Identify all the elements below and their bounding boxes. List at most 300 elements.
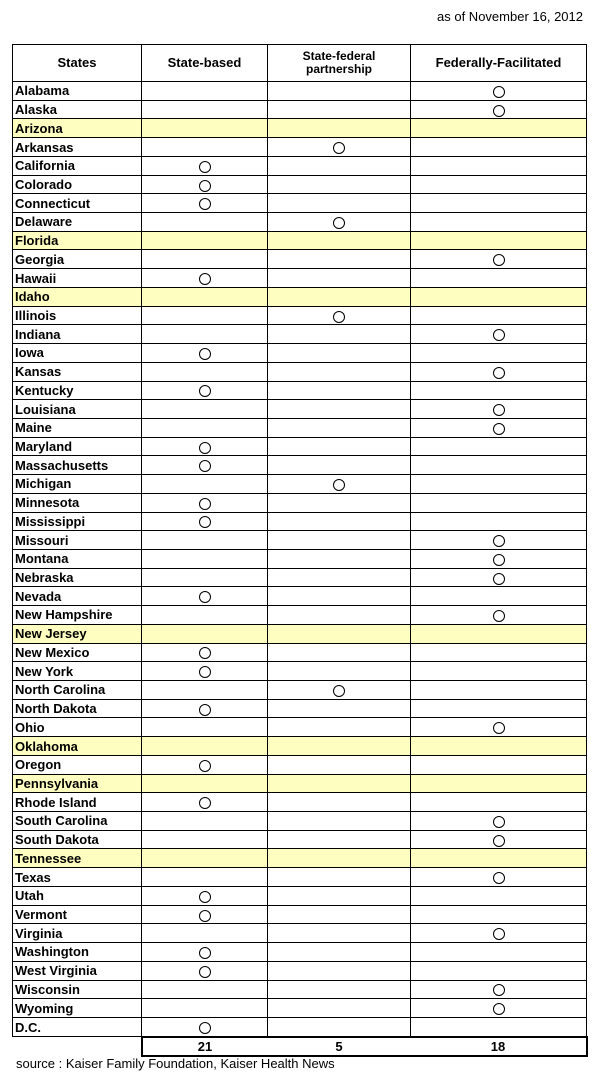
circle-mark-icon (199, 760, 211, 772)
cell-federal (411, 643, 587, 662)
circle-mark-icon (493, 254, 505, 266)
cell-partnership (268, 381, 411, 400)
state-name: Delaware (13, 213, 142, 232)
state-name: West Virginia (13, 961, 142, 980)
cell-partnership (268, 531, 411, 550)
cell-federal (411, 250, 587, 269)
cell-federal (411, 868, 587, 887)
cell-federal (411, 699, 587, 718)
cell-federal (411, 138, 587, 157)
cell-federal (411, 437, 587, 456)
cell-partnership (268, 587, 411, 606)
state-name: Rhode Island (13, 793, 142, 812)
circle-mark-icon (493, 329, 505, 341)
state-name: Michigan (13, 475, 142, 494)
table-row (13, 119, 587, 138)
state-name: New Jersey (13, 624, 142, 643)
table-row (13, 830, 587, 849)
table-row (13, 737, 587, 756)
table-row (13, 531, 587, 550)
cell-partnership (268, 699, 411, 718)
state-name: Georgia (13, 250, 142, 269)
table-row (13, 325, 587, 344)
cell-state (142, 287, 268, 306)
cell-state (142, 662, 268, 681)
header-states: States (13, 45, 142, 82)
state-name: Louisiana (13, 400, 142, 419)
circle-mark-icon (199, 666, 211, 678)
state-name: Indiana (13, 325, 142, 344)
state-name: Nevada (13, 587, 142, 606)
cell-partnership (268, 213, 411, 232)
cell-federal (411, 400, 587, 419)
cell-partnership (268, 606, 411, 625)
cell-state (142, 119, 268, 138)
cell-partnership (268, 306, 411, 325)
cell-federal (411, 587, 587, 606)
state-name: Maine (13, 418, 142, 437)
state-name: Iowa (13, 344, 142, 363)
cell-state (142, 812, 268, 831)
cell-state (142, 774, 268, 793)
cell-state (142, 175, 268, 194)
cell-partnership (268, 400, 411, 419)
cell-state (142, 643, 268, 662)
cell-state (142, 905, 268, 924)
table-row (13, 100, 587, 119)
cell-state (142, 718, 268, 737)
cell-state (142, 699, 268, 718)
cell-partnership (268, 868, 411, 887)
cell-federal (411, 344, 587, 363)
circle-mark-icon (333, 479, 345, 491)
table-body (13, 82, 587, 1037)
cell-partnership (268, 156, 411, 175)
table-row (13, 568, 587, 587)
table-row (13, 624, 587, 643)
cell-partnership (268, 980, 411, 999)
cell-partnership (268, 662, 411, 681)
cell-state (142, 943, 268, 962)
cell-federal (411, 793, 587, 812)
cell-state (142, 681, 268, 700)
state-name: Wyoming (13, 999, 142, 1018)
cell-state (142, 830, 268, 849)
total-partnership: 5 (268, 1037, 411, 1056)
state-name: Washington (13, 943, 142, 962)
cell-partnership (268, 643, 411, 662)
circle-mark-icon (199, 891, 211, 903)
cell-state (142, 924, 268, 943)
cell-federal (411, 475, 587, 494)
state-name: Hawaii (13, 269, 142, 288)
cell-state (142, 325, 268, 344)
table-row (13, 718, 587, 737)
table-row (13, 681, 587, 700)
cell-federal (411, 1017, 587, 1036)
cell-federal (411, 456, 587, 475)
cell-state (142, 886, 268, 905)
source-note: source : Kaiser Family Foundation, Kaiser Health News (16, 1056, 335, 1071)
table-row (13, 587, 587, 606)
state-name: Oklahoma (13, 737, 142, 756)
state-name: Massachusetts (13, 456, 142, 475)
cell-state (142, 344, 268, 363)
cell-partnership (268, 681, 411, 700)
cell-federal (411, 681, 587, 700)
cell-partnership (268, 512, 411, 531)
cell-federal (411, 381, 587, 400)
circle-mark-icon (199, 385, 211, 397)
cell-partnership (268, 1017, 411, 1036)
cell-federal (411, 213, 587, 232)
cell-partnership (268, 138, 411, 157)
cell-federal (411, 362, 587, 381)
cell-partnership (268, 418, 411, 437)
cell-federal (411, 493, 587, 512)
table-row (13, 456, 587, 475)
circle-mark-icon (493, 928, 505, 940)
cell-partnership (268, 961, 411, 980)
table-row (13, 344, 587, 363)
cell-partnership (268, 943, 411, 962)
circle-mark-icon (199, 647, 211, 659)
circle-mark-icon (493, 573, 505, 585)
cell-state (142, 269, 268, 288)
cell-state (142, 156, 268, 175)
circle-mark-icon (199, 498, 211, 510)
circle-mark-icon (199, 966, 211, 978)
state-name: Idaho (13, 287, 142, 306)
cell-state (142, 512, 268, 531)
cell-state (142, 306, 268, 325)
circle-mark-icon (199, 797, 211, 809)
cell-state (142, 568, 268, 587)
cell-state (142, 531, 268, 550)
cell-federal (411, 175, 587, 194)
state-name: Utah (13, 886, 142, 905)
state-name: Mississippi (13, 512, 142, 531)
circle-mark-icon (493, 984, 505, 996)
state-name: Virginia (13, 924, 142, 943)
cell-state (142, 475, 268, 494)
circle-mark-icon (493, 835, 505, 847)
cell-partnership (268, 737, 411, 756)
header-federal: Federally-Facilitated (411, 45, 587, 82)
state-name: Maryland (13, 437, 142, 456)
state-name: California (13, 156, 142, 175)
cell-state (142, 100, 268, 119)
cell-partnership (268, 999, 411, 1018)
table-row (13, 943, 587, 962)
table-row (13, 437, 587, 456)
cell-state (142, 194, 268, 213)
circle-mark-icon (199, 273, 211, 285)
cell-partnership (268, 475, 411, 494)
circle-mark-icon (493, 872, 505, 884)
circle-mark-icon (199, 947, 211, 959)
cell-state (142, 999, 268, 1018)
cell-federal (411, 568, 587, 587)
cell-partnership (268, 456, 411, 475)
table-row (13, 475, 587, 494)
state-name: Alaska (13, 100, 142, 119)
circle-mark-icon (199, 910, 211, 922)
cell-partnership (268, 194, 411, 213)
table-row (13, 1017, 587, 1036)
state-name: Minnesota (13, 493, 142, 512)
cell-partnership (268, 549, 411, 568)
cell-federal (411, 774, 587, 793)
cell-state (142, 606, 268, 625)
cell-partnership (268, 250, 411, 269)
circle-mark-icon (199, 591, 211, 603)
table-row (13, 886, 587, 905)
state-name: South Dakota (13, 830, 142, 849)
table-row (13, 512, 587, 531)
table-row (13, 362, 587, 381)
circle-mark-icon (199, 180, 211, 192)
state-name: New Hampshire (13, 606, 142, 625)
circle-mark-icon (199, 516, 211, 528)
cell-federal (411, 905, 587, 924)
circle-mark-icon (493, 1003, 505, 1015)
circle-mark-icon (493, 535, 505, 547)
table-row (13, 755, 587, 774)
cell-partnership (268, 175, 411, 194)
state-name: Arkansas (13, 138, 142, 157)
circle-mark-icon (493, 367, 505, 379)
circle-mark-icon (333, 217, 345, 229)
cell-partnership (268, 774, 411, 793)
totals-spacer (13, 1037, 142, 1056)
cell-state (142, 980, 268, 999)
cell-partnership (268, 793, 411, 812)
cell-partnership (268, 755, 411, 774)
table-row (13, 213, 587, 232)
cell-state (142, 961, 268, 980)
cell-federal (411, 943, 587, 962)
cell-state (142, 493, 268, 512)
cell-state (142, 250, 268, 269)
table-row (13, 194, 587, 213)
cell-state (142, 624, 268, 643)
state-name: Connecticut (13, 194, 142, 213)
cell-federal (411, 999, 587, 1018)
state-name: New Mexico (13, 643, 142, 662)
table-row (13, 400, 587, 419)
table-row (13, 287, 587, 306)
circle-mark-icon (493, 816, 505, 828)
cell-partnership (268, 493, 411, 512)
circle-mark-icon (199, 161, 211, 173)
cell-partnership (268, 437, 411, 456)
total-federal: 18 (411, 1037, 587, 1056)
cell-state (142, 587, 268, 606)
table-row (13, 643, 587, 662)
cell-partnership (268, 344, 411, 363)
table-row (13, 606, 587, 625)
state-name: Alabama (13, 82, 142, 101)
total-state-based: 21 (142, 1037, 268, 1056)
cell-state (142, 82, 268, 101)
state-name: Kentucky (13, 381, 142, 400)
state-name: Pennsylvania (13, 774, 142, 793)
cell-federal (411, 194, 587, 213)
cell-federal (411, 231, 587, 250)
cell-federal (411, 662, 587, 681)
cell-federal (411, 269, 587, 288)
state-name: Florida (13, 231, 142, 250)
cell-partnership (268, 325, 411, 344)
state-name: Tennessee (13, 849, 142, 868)
state-name: D.C. (13, 1017, 142, 1036)
circle-mark-icon (199, 442, 211, 454)
state-name: Arizona (13, 119, 142, 138)
cell-partnership (268, 886, 411, 905)
cell-state (142, 793, 268, 812)
cell-partnership (268, 905, 411, 924)
header-partnership: State-federal partnership (268, 45, 411, 82)
cell-state (142, 400, 268, 419)
cell-federal (411, 737, 587, 756)
circle-mark-icon (333, 142, 345, 154)
table-row (13, 812, 587, 831)
circle-mark-icon (199, 1022, 211, 1034)
table-row (13, 793, 587, 812)
state-name: New York (13, 662, 142, 681)
cell-state (142, 755, 268, 774)
as-of-date: as of November 16, 2012 (437, 9, 583, 24)
table-row (13, 961, 587, 980)
circle-mark-icon (333, 311, 345, 323)
state-name: Vermont (13, 905, 142, 924)
header-state-based: State-based (142, 45, 268, 82)
table-row (13, 231, 587, 250)
cell-state (142, 737, 268, 756)
cell-state (142, 868, 268, 887)
circle-mark-icon (493, 423, 505, 435)
state-name: Colorado (13, 175, 142, 194)
cell-federal (411, 886, 587, 905)
table-row (13, 774, 587, 793)
cell-partnership (268, 231, 411, 250)
cell-federal (411, 961, 587, 980)
cell-federal (411, 418, 587, 437)
cell-federal (411, 287, 587, 306)
circle-mark-icon (493, 105, 505, 117)
cell-partnership (268, 849, 411, 868)
state-name: South Carolina (13, 812, 142, 831)
cell-state (142, 213, 268, 232)
state-name: Wisconsin (13, 980, 142, 999)
circle-mark-icon (199, 198, 211, 210)
cell-federal (411, 512, 587, 531)
state-name: Texas (13, 868, 142, 887)
table-row (13, 418, 587, 437)
cell-partnership (268, 718, 411, 737)
cell-state (142, 231, 268, 250)
state-name: North Carolina (13, 681, 142, 700)
cell-federal (411, 980, 587, 999)
table-row (13, 156, 587, 175)
table-row (13, 924, 587, 943)
circle-mark-icon (199, 704, 211, 716)
cell-partnership (268, 830, 411, 849)
cell-partnership (268, 119, 411, 138)
cell-partnership (268, 287, 411, 306)
circle-mark-icon (493, 86, 505, 98)
exchange-table (12, 44, 588, 1057)
cell-partnership (268, 269, 411, 288)
cell-federal (411, 306, 587, 325)
cell-partnership (268, 624, 411, 643)
circle-mark-icon (199, 460, 211, 472)
table-row (13, 306, 587, 325)
cell-state (142, 849, 268, 868)
cell-federal (411, 156, 587, 175)
state-name: Illinois (13, 306, 142, 325)
cell-state (142, 1017, 268, 1036)
cell-federal (411, 100, 587, 119)
cell-partnership (268, 924, 411, 943)
cell-partnership (268, 568, 411, 587)
totals-row (13, 1037, 587, 1056)
cell-federal (411, 849, 587, 868)
cell-federal (411, 549, 587, 568)
cell-federal (411, 755, 587, 774)
state-name: Kansas (13, 362, 142, 381)
cell-partnership (268, 362, 411, 381)
state-name: Nebraska (13, 568, 142, 587)
table-row (13, 493, 587, 512)
cell-state (142, 362, 268, 381)
cell-federal (411, 924, 587, 943)
table-row (13, 868, 587, 887)
table-row (13, 905, 587, 924)
cell-state (142, 381, 268, 400)
cell-federal (411, 830, 587, 849)
circle-mark-icon (493, 404, 505, 416)
table-row (13, 381, 587, 400)
cell-state (142, 549, 268, 568)
table-row (13, 175, 587, 194)
cell-state (142, 138, 268, 157)
state-name: Missouri (13, 531, 142, 550)
table-row (13, 999, 587, 1018)
cell-partnership (268, 100, 411, 119)
table-row (13, 549, 587, 568)
circle-mark-icon (199, 348, 211, 360)
table-row (13, 699, 587, 718)
state-name: North Dakota (13, 699, 142, 718)
table-row (13, 269, 587, 288)
table-row (13, 82, 587, 101)
header-row (13, 45, 587, 82)
table-row (13, 849, 587, 868)
cell-federal (411, 718, 587, 737)
cell-state (142, 418, 268, 437)
cell-federal (411, 606, 587, 625)
state-name: Montana (13, 549, 142, 568)
cell-federal (411, 82, 587, 101)
circle-mark-icon (493, 554, 505, 566)
circle-mark-icon (493, 722, 505, 734)
table-row (13, 980, 587, 999)
cell-partnership (268, 812, 411, 831)
cell-federal (411, 119, 587, 138)
table-row (13, 138, 587, 157)
